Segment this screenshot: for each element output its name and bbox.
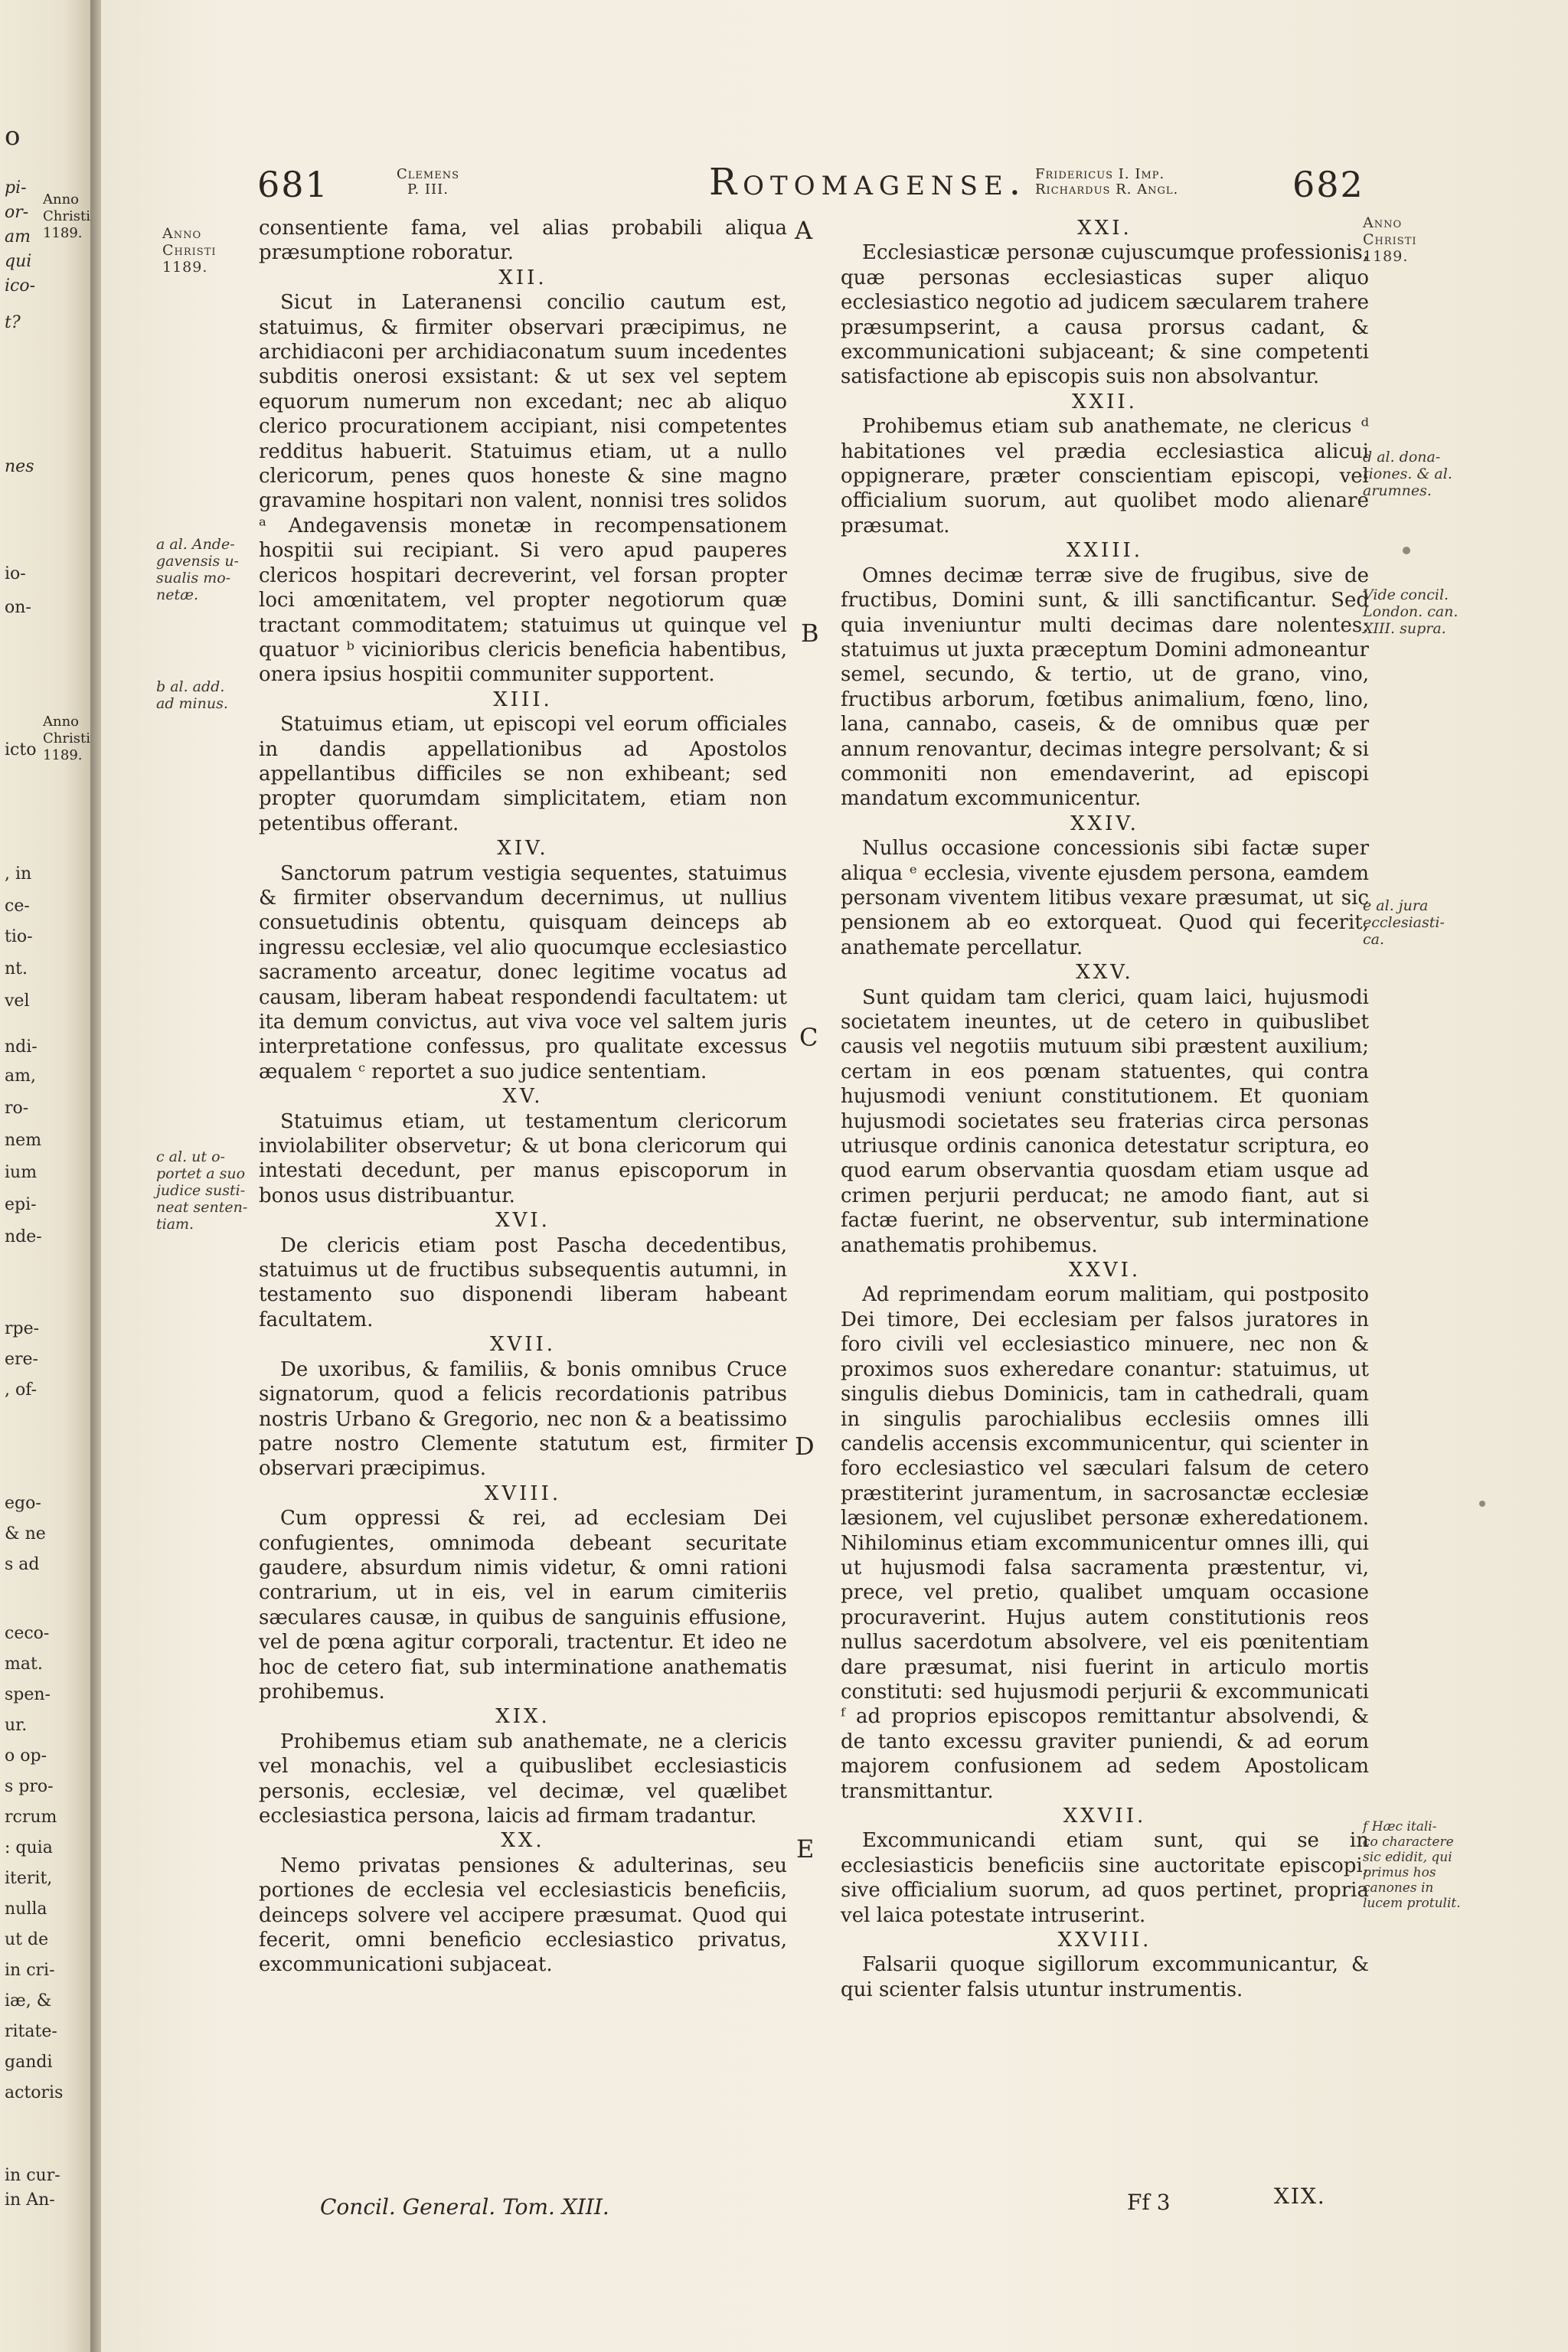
margin-line: XIII. supra. xyxy=(1363,620,1446,637)
margin-line: Anno xyxy=(1363,214,1403,231)
running-head-left xyxy=(397,167,459,198)
margin-line: Christi xyxy=(162,242,217,259)
signature-mark: Ff 3 xyxy=(1127,2190,1171,2215)
prev-line: am, xyxy=(5,1067,36,1086)
prev-line: gandi xyxy=(5,2053,53,2072)
prev-line: ro- xyxy=(5,1099,29,1118)
canon-number: XVI. xyxy=(495,1209,550,1233)
canon-number: XVIII. xyxy=(484,1481,562,1505)
prev-line: nt. xyxy=(5,959,28,978)
prev-line: ere- xyxy=(5,1350,38,1369)
paragraph: Ecclesiasticæ personæ cujuscumque professionis, quæ personas ecclesiasticas super aliquo ecclesiastico negotio ad judicem sæcularem trahere præsumpserint, a causa prorsus cadant, & excommunicationi subjaceant; & sine competenti satisfactione ab episcopis suis non absolvantur. xyxy=(841,241,1369,389)
margin-line: a al. Ande- xyxy=(156,536,235,553)
prev-line: ur. xyxy=(5,1716,28,1735)
section-letter: A xyxy=(795,216,813,245)
prev-line: epi- xyxy=(5,1195,37,1214)
margin-line: 1189. xyxy=(1363,248,1409,265)
prev-line: rcrum xyxy=(5,1808,57,1827)
canon-number: XXI. xyxy=(1077,217,1132,240)
margin-line: Anno xyxy=(162,225,202,242)
variant-note-b xyxy=(156,678,256,712)
prev-line: in cur- xyxy=(5,2166,60,2185)
prev-margin-year: Anno Christi 1189. xyxy=(43,191,90,241)
section-letter: C xyxy=(799,1023,818,1052)
prev-line: s pro- xyxy=(5,1777,54,1796)
prev-line: ium xyxy=(5,1163,38,1182)
paragraph: consentiente fama, vel alias probabili aliqua præsumptione roboratur. xyxy=(259,217,787,265)
margin-line: Christi xyxy=(1363,231,1417,248)
year-margin-right xyxy=(1363,214,1478,265)
catchword: XIX. xyxy=(1274,2184,1326,2209)
canon-number: XII. xyxy=(498,266,547,289)
canon-number: XXIV. xyxy=(1070,812,1139,835)
prev-line: in cri- xyxy=(5,1961,55,1980)
prev-line: nes xyxy=(5,457,34,476)
paragraph: Nullus occasione concessionis sibi factæ super aliqua ᵉ ecclesia, vivente ejusdem persona, eamdem personam viventem litibus vexare præsumat, ut sic pensionem ab eo extorqueat. Quod qui fecerit, anathemate percellatur. xyxy=(841,837,1369,959)
paragraph: Cum oppressi & rei, ad ecclesiam Dei confugientes, omnimoda debeant securitate gaudere, absurdum nimis videtur, & omni rationi contrarium, ut in eis, vel in earum cimiteriis sæculares causæ, in quibus de sanguinis effusione, vel de pœna agitur corporali, tractentur. Et ideo ne hoc de cetero fiat, sub interminatione anathematis prohibemus. xyxy=(259,1507,787,1704)
variant-note-e xyxy=(1363,897,1478,948)
running-head-left-line2: P. III. xyxy=(407,181,449,198)
margin-line: arumnes. xyxy=(1363,482,1432,499)
main-page xyxy=(101,0,1568,2352)
ink-speck xyxy=(1479,1501,1485,1507)
running-head-right-line1: Fridericus I. Imp. xyxy=(1035,166,1165,182)
paragraph: Statuimus etiam, ut episcopi vel eorum officiales in dandis appellationibus ad Apostolos appellantibus difficiles se non exhibeant; sed propter quorumdam simplicitatem, etiam non petentibus offerant. xyxy=(259,713,787,835)
prev-line: mat. xyxy=(5,1655,43,1674)
prev-line: io- xyxy=(5,564,26,583)
canon-number: XIII. xyxy=(493,688,553,711)
facing-page-fragment xyxy=(0,0,90,2352)
paragraph: Prohibemus etiam sub anathemate, ne clericus ᵈ habitationes vel prædia ecclesiastica alicui oppignerare, præter conscientiam episcopi, vel officialium suorum, aut quolibet modo alienare præsumat. xyxy=(841,415,1369,537)
prev-line: : quia xyxy=(5,1838,53,1857)
prev-line: ego- xyxy=(5,1494,41,1513)
paragraph: Sanctorum patrum vestigia sequentes, statuimus & firmiter observandum decernimus, ut nullius consuetudinis obtentu, quisquam deinceps ab ingressu ecclesiæ, vel alio quocumque ecclesiastico sacramento arceatur, donec legitime vocatus ad causam, liberam habeat respondendi facultatem: ut ita demum convictus, aut viva voce vel saltem juris interpretatione confessus, pro qualitate excessus æqualem ᶜ reportet a suo judice sententiam. xyxy=(259,861,787,1083)
paragraph: Sicut in Lateranensi concilio cautum est, statuimus, & firmiter observari præcipimus, ne archidiaconi per archidiaconatum suum incedentes subditis onerosi exsistant: & ut sex vel septem equorum numerum non excedant; nec ab aliquo clerico procurationem accipiant, nisi competentes redditus habuerit. Statuimus etiam, ut a nullo clericorum, penes quos honeste & sine magno gravamine hospitari non valent, nonnisi tres solidos ᵃ Andegavensis monetæ in recompensationem hospitii sui recipiant. Si vero apud pauperes clericos hospitari decreverint, vel forsan propter loci amœnitatem, vel propter negotiorum quæ tractant commoditatem; statuimus ut quinque vel quatuor ᵇ vicinioribus clericis beneficia habentibus, onera ipsius hospitii communiter supportent. xyxy=(259,291,787,687)
prev-line: actoris xyxy=(5,2083,64,2102)
prev-line: ico- xyxy=(5,276,36,296)
prev-line: icto xyxy=(5,740,37,760)
prev-line: nem xyxy=(5,1131,42,1150)
margin-line: judice susti- xyxy=(156,1182,246,1199)
paragraph: Statuimus etiam, ut testamentum clericorum inviolabiliter observetur; & ut bona clericorum qui intestati decedunt, per manus episcoporum in bonos usus distribuantur. xyxy=(259,1109,787,1207)
margin-line: netæ. xyxy=(156,586,199,603)
section-letter: E xyxy=(796,1834,815,1864)
canon-number: XVII. xyxy=(489,1333,557,1357)
margin-line: lucem protulit. xyxy=(1363,1896,1461,1911)
paragraph: Nemo privatas pensiones & adulterinas, seu portiones de ecclesia vel ecclesiasticis beneficiis, deinceps solvere vel accipere præsumat. Quod qui fecerit, omni beneficio ecclesiastico privatus, excommunicationi subjaceat. xyxy=(259,1854,787,1977)
page-number-left: 681 xyxy=(257,164,329,205)
canon-number: XX. xyxy=(501,1829,545,1853)
prev-line: nulla xyxy=(5,1900,47,1919)
margin-line: London. can. xyxy=(1363,603,1459,620)
canon-number: XXII. xyxy=(1072,390,1138,413)
prev-line: ce- xyxy=(5,897,30,916)
paragraph: Excommunicandi etiam sunt, qui se in ecclesiasticis beneficiis sine auctoritate episcopi, sive officialium suorum, ad quos pertinet, propria vel laica potestate intruserint. xyxy=(841,1829,1369,1927)
paragraph: De uxoribus, & familiis, & bonis omnibus Cruce signatorum, quod a felicis recordationis patribus nostris Urbano & Gregorio, nec non & a beatissimo patre nostro Clemente statutum est, firmiter observari præcipimus. xyxy=(259,1357,787,1481)
prev-line: ceco- xyxy=(5,1624,50,1643)
margin-line: f Hæc itali- xyxy=(1363,1819,1437,1834)
footer-title: Concil. General. Tom. XIII. xyxy=(320,2194,609,2220)
text-column-left xyxy=(259,216,787,1978)
page-number-right: 682 xyxy=(1292,164,1364,205)
running-head-right xyxy=(1035,167,1178,198)
prev-line: ut de xyxy=(5,1930,49,1949)
margin-line: sualis mo- xyxy=(156,570,231,586)
ink-speck xyxy=(1403,547,1410,554)
margin-line: ca. xyxy=(1363,931,1385,948)
margin-line: neat senten- xyxy=(156,1199,248,1216)
canon-number: XXV. xyxy=(1076,961,1134,985)
prev-line: qui xyxy=(5,252,32,271)
prev-line: s ad xyxy=(5,1555,40,1574)
prev-line: t? xyxy=(5,313,21,332)
margin-line: gavensis u- xyxy=(156,553,239,570)
margin-line: tiam. xyxy=(156,1216,194,1233)
variant-note-c xyxy=(156,1148,256,1233)
margin-line: ecclesiasti- xyxy=(1363,914,1445,931)
variant-note-a xyxy=(156,536,256,603)
margin-line: c al. ut o- xyxy=(156,1148,225,1165)
book-gutter xyxy=(90,0,101,2352)
prev-line: & ne xyxy=(5,1524,46,1544)
margin-line: 1189. xyxy=(162,259,208,276)
prev-line: ndi- xyxy=(5,1037,38,1057)
prev-line: tio- xyxy=(5,927,33,946)
prev-margin-year: Anno Christi 1189. xyxy=(43,714,90,763)
prev-line: vel xyxy=(5,991,30,1011)
margin-line: sic edidit, qui xyxy=(1363,1850,1452,1865)
margin-line: primus hos xyxy=(1363,1865,1436,1880)
margin-line: co charactere xyxy=(1363,1834,1454,1850)
margin-line: ad minus. xyxy=(156,695,228,712)
crossref-note xyxy=(1363,586,1478,637)
prev-line: , of- xyxy=(5,1380,38,1400)
year-margin-left xyxy=(162,225,254,276)
prev-line: pi- xyxy=(5,178,27,198)
prev-line: or- xyxy=(5,203,29,222)
prev-line: iterit, xyxy=(5,1869,53,1888)
variant-note-d xyxy=(1363,449,1478,499)
section-letter: D xyxy=(795,1432,815,1461)
paragraph: Omnes decimæ terræ sive de frugibus, sive de fructibus, Domini sunt, & illi sanctificantur. Sed quia inveniuntur multi decimas dare nolentes: statuimus ut juxta præceptum Domini admoneantur semel, secundo, & tertio, ut de grano, vino, fructibus arborum, fœtibus animalium, fœno, lino, lana, cannabo, caseis, & de omnibus quæ per annum renovantur, decimas integre persolvant; & si commoniti non emendaverint, ad episcopi mandatum excommunicentur. xyxy=(841,564,1369,811)
prev-line: , in xyxy=(5,864,32,884)
prev-line: rpe- xyxy=(5,1319,40,1338)
prev-line: on- xyxy=(5,598,31,617)
prev-line: ritate- xyxy=(5,2022,57,2041)
paragraph: Ad reprimendam eorum malitiam, qui postposito Dei timore, Dei ecclesiam per falsos juratores in foro civili vel ecclesiastico minuere, nec non & proximos suos exheredare conantur: statuimus, ut singulis diebus Dominicis, tam in cathedrali, quam in singulis parochialibus ecclesiis omnes illi candelis accensis excommunicentur, qui scienter in foro ecclesiastico vel sæculari falsum de cetero præstiterint juramentum, in sacrosanctæ ecclesiæ læsionem, vel cujuslibet personæ exheredationem. Nihilominus etiam excommunicentur omnes illi, qui ut hujusmodi falsa sacramenta præstentur, vi, prece, vel pretio, qualibet umquam occasione procuraverint. Hujus autem constitutionis reos nullus sacerdotum absolvere, vel eis pœnitentiam dare præsumat, nisi fuerint in articulo mortis constituti: sed hujusmodi perjurii & excommunicati ᶠ ad proprios episcopos remittantur absolvendi, & de tanto excessu graviter puniendi, & ad eorum majorem confusionem ad sedem Apostolicam transmittantur. xyxy=(841,1283,1369,1803)
canon-number: XXVIII. xyxy=(1057,1929,1152,1952)
canon-number: XIV. xyxy=(497,837,549,861)
margin-line: portet a suo xyxy=(156,1165,246,1182)
editor-note-f xyxy=(1363,1819,1478,1911)
margin-line: d al. dona- xyxy=(1363,449,1441,466)
prev-line: iæ, & xyxy=(5,1991,52,2011)
running-head-left-line1: Clemens xyxy=(397,166,459,182)
text-column-right xyxy=(841,216,1369,2002)
paragraph: Sunt quidam tam clerici, quam laici, hujusmodi societatem ineuntes, ut de cetero in quibuslibet causis vel negotiis mutuum sibi præstent auxilium; certam in eos pœnam statuentes, qui contra hujusmodi veniunt constitutionem. Et quoniam hujusmodi societates seu fraterias circa personas utriusque ordinis canonica detestatur scriptura, eo quod earum observantia quosdam etiam usque ad crimen perjurii perducat; ne amodo fiant, aut si factæ fuerint, ne observentur, sub interminatione anathematis prohibemus. xyxy=(841,985,1369,1257)
prev-line: am xyxy=(5,227,31,247)
prev-line: in An- xyxy=(5,2190,55,2210)
margin-line: tiones. & al. xyxy=(1363,466,1452,482)
paragraph: De clericis etiam post Pascha decedentibus, statuimus ut de fructibus subsequentis autumni, in testamento suo disponendi liberam habeant facultatem. xyxy=(259,1233,787,1331)
running-head-right-line2: Richardus R. Angl. xyxy=(1035,181,1179,198)
paragraph: Falsarii quoque sigillorum excommunicantur, & qui scienter falsis utuntur instrumentis. xyxy=(841,1953,1369,2001)
canon-number: XXVII. xyxy=(1063,1805,1147,1828)
canon-number: XXVI. xyxy=(1068,1259,1142,1282)
prev-line: spen- xyxy=(5,1685,51,1704)
canon-number: XV. xyxy=(502,1085,544,1109)
prev-page-number-fragment: o xyxy=(5,121,21,152)
margin-line: canones in xyxy=(1363,1880,1434,1896)
canon-number: XXIII. xyxy=(1066,539,1144,563)
margin-line: Vide concil. xyxy=(1363,586,1449,603)
page-title: Rotomagense. xyxy=(709,161,1027,204)
margin-line: b al. add. xyxy=(156,678,225,695)
paragraph: Prohibemus etiam sub anathemate, ne a clericis vel monachis, vel a quibuslibet ecclesiasticis personis, ecclesiæ, vel decimæ, vel quælibet ecclesiastica persona, laicis ad firmam tradantur. xyxy=(259,1730,787,1828)
canon-number: XIX. xyxy=(495,1705,550,1729)
section-letter: B xyxy=(801,619,819,648)
margin-line: e al. jura xyxy=(1363,897,1429,914)
prev-line: o op- xyxy=(5,1746,47,1766)
prev-line: nde- xyxy=(5,1227,42,1246)
